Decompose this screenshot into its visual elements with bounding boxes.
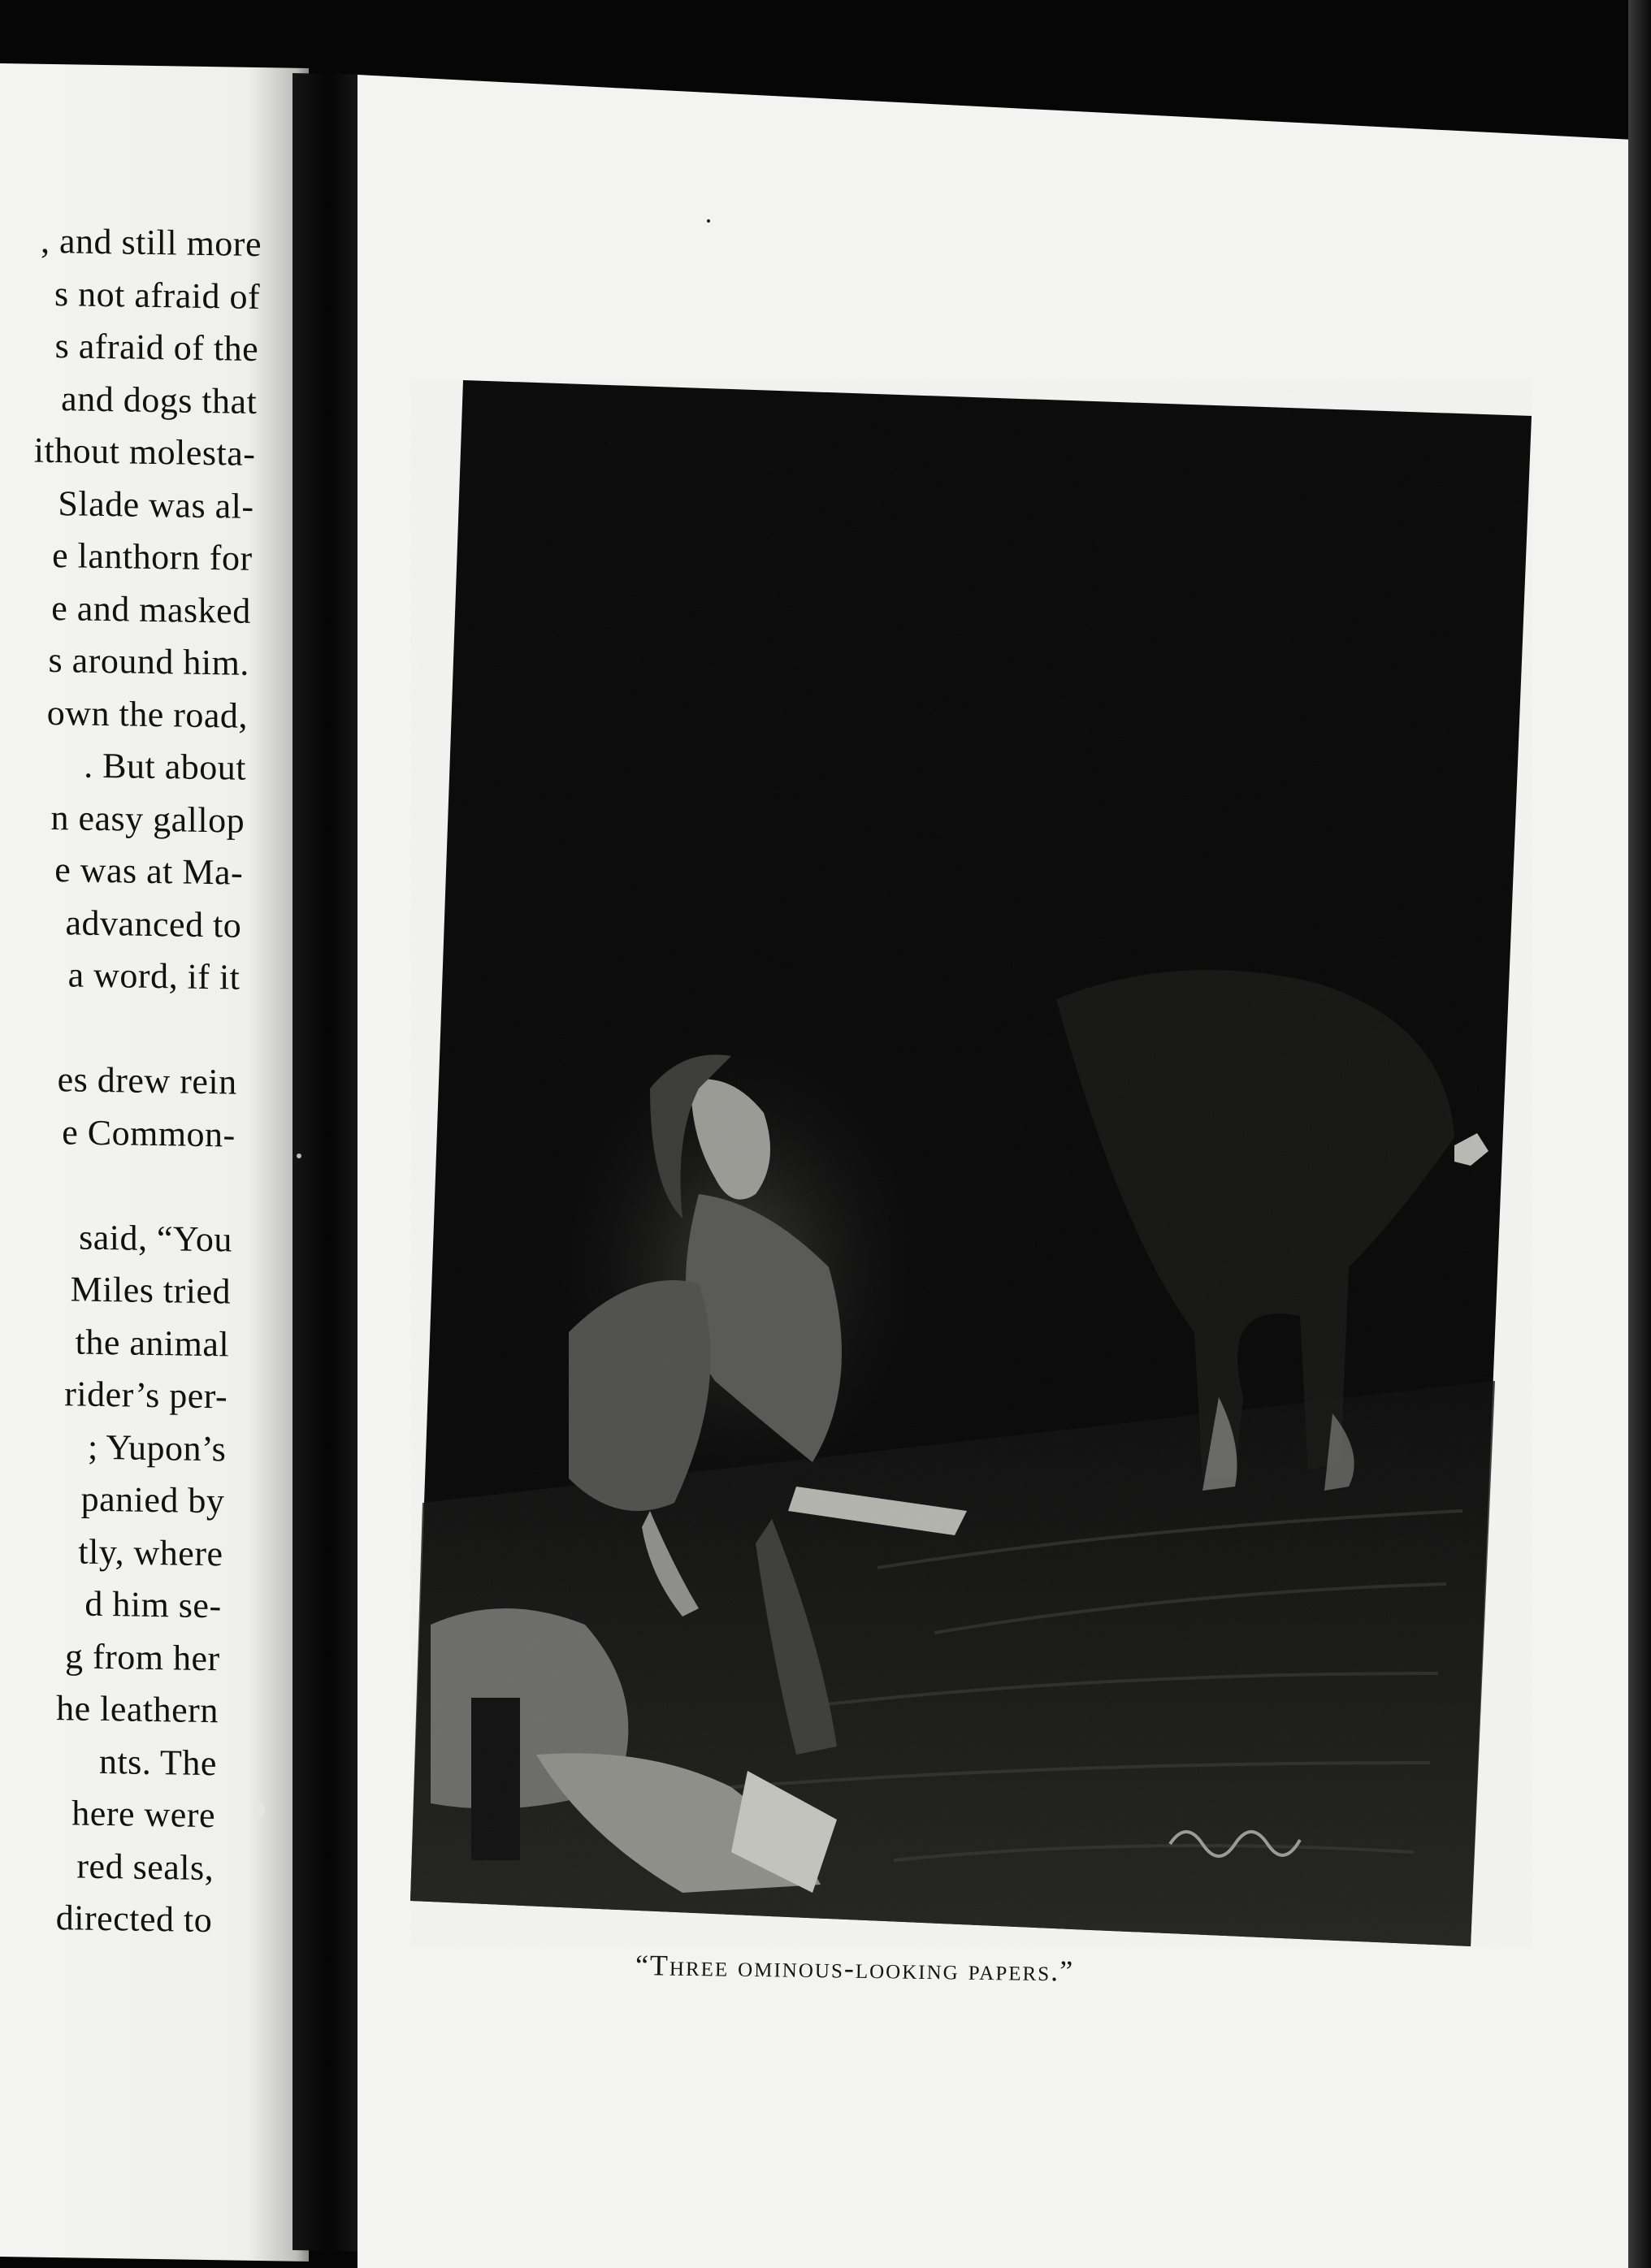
caption-text: “Three ominous-looking papers.” <box>635 1949 1075 1988</box>
left-page-line: s afraid of the <box>54 326 259 369</box>
left-page-line: ithout molesta- <box>33 430 256 474</box>
left-page-line: panied by <box>80 1478 225 1521</box>
left-page-line: s around him. <box>48 639 249 683</box>
left-page-line: g from her <box>64 1635 220 1678</box>
illustration-caption <box>635 1948 1075 1989</box>
left-page-line: here were <box>72 1793 215 1836</box>
scan-speck <box>254 1803 265 1816</box>
left-page-line: . But about <box>84 745 246 788</box>
left-page-line: e lanthorn for <box>52 535 253 578</box>
left-page-line: d him se- <box>84 1583 222 1626</box>
right-page-edge <box>1628 0 1651 2268</box>
left-page-line: said, “You <box>79 1217 232 1259</box>
left-page-line: e Common- <box>62 1111 236 1155</box>
left-page-line: Miles tried <box>70 1269 231 1312</box>
left-page-line: tly, where <box>78 1531 223 1573</box>
left-page-line: rider’s per- <box>64 1374 228 1417</box>
left-page-line: the animal <box>75 1321 230 1364</box>
left-page-line: e and masked <box>51 587 251 631</box>
left-page-line: and dogs that <box>61 378 258 422</box>
left-page-line: n easy gallop <box>50 797 245 841</box>
left-page-line: es drew rein <box>57 1059 237 1102</box>
left-page-line: he leathern <box>56 1688 219 1731</box>
scan-speck <box>707 219 710 223</box>
left-page-line: ; Yupon’s <box>87 1426 227 1469</box>
left-page-line: s not afraid of <box>54 273 261 317</box>
left-page-line: advanced to <box>65 902 242 946</box>
left-page-line: nts. The <box>98 1741 217 1783</box>
left-page-line: directed to <box>55 1898 213 1941</box>
left-page-line: red seals, <box>76 1845 214 1888</box>
left-page-line: e was at Ma- <box>54 850 244 893</box>
left-page-line: own the road, <box>46 692 248 736</box>
scan-speck <box>297 1153 301 1158</box>
left-page-line: a word, if it <box>67 954 240 998</box>
left-page-line: Slade was al- <box>58 483 254 526</box>
left-page-line: , and still more <box>41 220 262 265</box>
